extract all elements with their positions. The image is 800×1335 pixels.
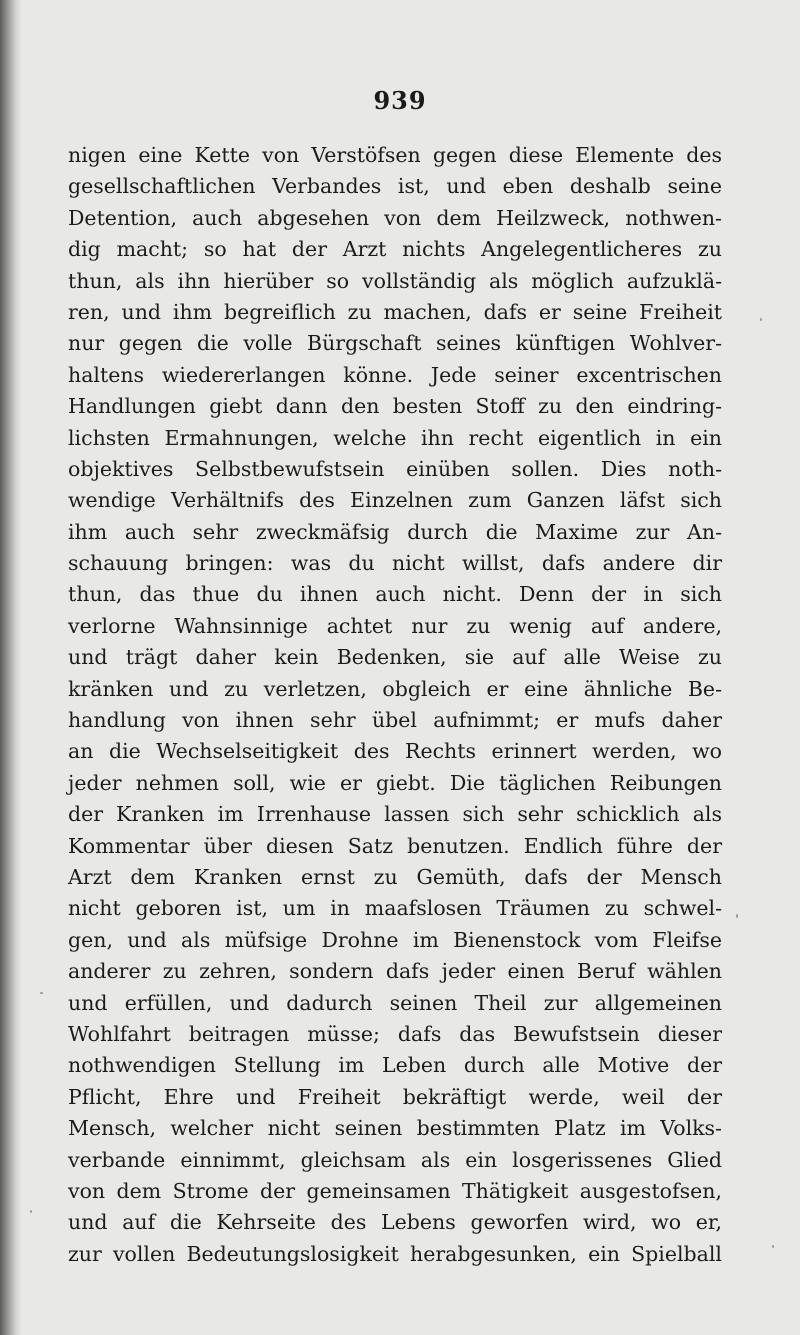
- text-line: Kommentar über diesen Satz benutzen. Endlich führe der: [68, 833, 722, 858]
- text-line: dig macht; so hat der Arzt nichts Angelegentlicheres zu: [68, 237, 722, 262]
- paper-speck: [736, 914, 738, 918]
- text-line: thun, das thue du ihnen auch nicht. Denn der in sich: [68, 582, 722, 607]
- text-line: Pflicht, Ehre und Freiheit bekräftigt werde, weil der: [68, 1084, 722, 1109]
- text-line: zur vollen Bedeutungslosigkeit herabgesunken, ein Spielball: [68, 1241, 722, 1266]
- text-line: nicht geboren ist, um in maafslosen Träumen zu schwel-: [68, 896, 722, 921]
- paper-speck: [40, 992, 43, 994]
- text-line: gen, und als müfsige Drohne im Bienenstock vom Fleifse: [68, 927, 722, 952]
- text-line: verbande einnimmt, gleichsam als ein losgerissenes Glied: [68, 1147, 722, 1172]
- text-line: anderer zu zehren, sondern dafs jeder einen Beruf wählen: [68, 959, 722, 984]
- paper-speck: [30, 1210, 32, 1213]
- text-line: kränken und zu verletzen, obgleich er eine ähnliche Be-: [68, 676, 722, 701]
- text-line: nigen eine Kette von Verstöfsen gegen diese Elemente des: [68, 143, 722, 167]
- text-line: nothwendigen Stellung im Leben durch alle Motive der: [68, 1053, 722, 1078]
- text-line: lichsten Ermahnungen, welche ihn recht eigentlich in ein: [68, 425, 722, 450]
- text-line: Arzt dem Kranken ernst zu Gemüth, dafs der Mensch: [68, 864, 722, 889]
- text-line: und trägt daher kein Bedenken, sie auf alle Weise zu: [68, 645, 722, 670]
- text-line: thun, als ihn hierüber so vollständig als möglich aufzuklä-: [68, 268, 722, 293]
- page-number: 939: [373, 86, 427, 115]
- text-line: und erfüllen, und dadurch seinen Theil zur allgemeinen: [68, 990, 722, 1015]
- text-line: Mensch, welcher nicht seinen bestimmten Platz im Volks-: [68, 1116, 722, 1141]
- text-line: an die Wechselseitigkeit des Rechts erinnert werden, wo: [68, 739, 722, 764]
- text-line: der Kranken im Irrenhause lassen sich sehr schicklich als: [68, 802, 722, 827]
- text-line: Handlungen giebt dann den besten Stoff zu den eindring-: [68, 394, 722, 419]
- text-line: wendige Verhältnifs des Einzelnen zum Ganzen läfst sich: [68, 488, 722, 513]
- text-line: Detention, auch abgesehen von dem Heilzweck, nothwen-: [68, 205, 722, 230]
- text-line: ihm auch sehr zweckmäfsig durch die Maxime zur An-: [68, 519, 722, 544]
- text-line: und auf die Kehrseite des Lebens geworfen wird, wo er,: [68, 1210, 722, 1235]
- text-line: jeder nehmen soll, wie er giebt. Die täglichen Reibungen: [68, 770, 722, 795]
- text-line: von dem Strome der gemeinsamen Thätigkeit ausgestofsen,: [68, 1178, 722, 1203]
- paper-speck: [772, 1245, 774, 1248]
- text-line: schauung bringen: was du nicht willst, dafs andere dir: [68, 551, 722, 576]
- binding-shadow: [0, 0, 22, 1335]
- text-line: gesellschaftlichen Verbandes ist, und eben deshalb seine: [68, 174, 722, 199]
- text-line: ren, und ihm begreiflich zu machen, dafs er seine Freiheit: [68, 299, 722, 324]
- text-line: Wohlfahrt beitragen müsse; dafs das Bewufstsein dieser: [68, 1021, 722, 1046]
- text-line: verlorne Wahnsinnige achtet nur zu wenig auf andere,: [68, 613, 722, 638]
- text-line: haltens wiedererlangen könne. Jede seiner excentrischen: [68, 362, 722, 387]
- text-line: objektives Selbstbewufstsein einüben sollen. Dies noth-: [68, 456, 722, 481]
- text-line: nur gegen die volle Bürgschaft seines künftigen Wohlver-: [68, 331, 722, 356]
- text-line: handlung von ihnen sehr übel aufnimmt; er mufs daher: [68, 708, 722, 733]
- paper-speck: [760, 318, 762, 321]
- body-text: [68, 140, 722, 1270]
